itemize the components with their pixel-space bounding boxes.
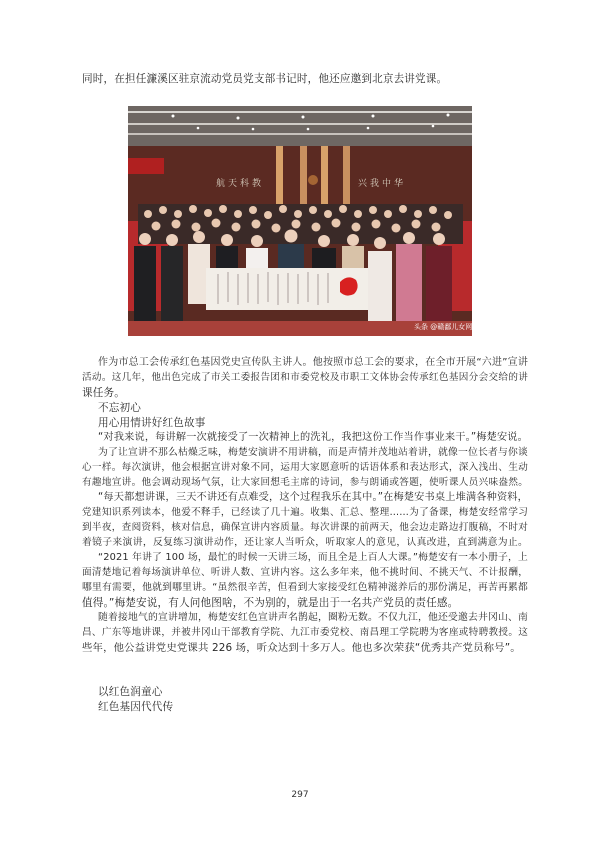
- text-line: 活动。这几年，他出色完成了市关工委报告团和市委党校及市职工文体协会传承红色基因分会交给的讲: [82, 372, 528, 383]
- photo-illustration: [128, 106, 472, 336]
- intro-line: 同时，在担任濂溪区驻京流动党员党支部书记时，他还应邀到北京去讲党课。: [82, 73, 448, 85]
- text-line: 随着接地气的宣讲增加，梅楚安红色宣讲声名鹊起，圈粉无数。不仅九江，他还受邀去井冈山、南: [98, 612, 528, 623]
- text-line: 些年，他公益讲党史党课共 226 场，听众达到十多万人。他也多次荣获“优秀共产党员称号”。: [82, 642, 521, 654]
- text-line: 值得。”梅楚安说，有人问他图啥，不为别的，就是出于一名共产党员的责任感。: [82, 597, 459, 609]
- photo-red-banner: [128, 158, 164, 174]
- text-line: 哪里有需要，他就到哪里讲。“虽然很辛苦，但看到大家接受红色精神滋养后的那份满足，再苦再累都: [82, 582, 528, 593]
- photo-slogan-left: 航天科教: [216, 179, 265, 189]
- text-line: 昌、广东等地讲课，并被井冈山干部教育学院、九江市委党校、南昌理工学院聘为客座或特聘教授。这: [82, 627, 528, 638]
- text-line: “2021 年讲了 100 场，最忙的时候一天讲三场，而且全是上百人大课。”梅楚安有一本小册子，上: [98, 552, 528, 563]
- text-line: 有趣地宣讲。他会调动现场气氛，让大家回想毛主席的诗词，参与朗诵或答题，使听课人员兴味盎然。: [82, 477, 528, 488]
- text-line: “对我来说，每讲解一次就接受了一次精神上的洗礼，我把这份工作当作事业来干。”梅楚安说。: [98, 432, 528, 443]
- photo-calligraphy-banner: [206, 268, 368, 310]
- text-line: 为了让宣讲不那么枯燥乏味，梅楚安演讲不用讲稿，而是声情并茂地站着讲，就像一位长者与你谈: [98, 447, 528, 458]
- photo-slogan-right: 兴我中华: [358, 179, 407, 189]
- text-line: 党建知识系列读本，他爱不释手，已经读了几十遍。收集、汇总、整理……为了备课，梅楚安经常学习: [82, 507, 528, 518]
- text-line: 到半夜，查阅资料，核对信息，确保宣讲内容质量。每次讲课的前两天，他会边走路边打腹稿，不时对: [82, 522, 528, 533]
- text-line: 不忘初心: [98, 402, 141, 414]
- photo-watermark: 头条 @赣鄱儿女网: [414, 323, 472, 331]
- text-line: 面清楚地记着每场演讲单位、听讲人数、宣讲内容。这么多年来，他不挑时间、不挑天气、不计报酬，: [82, 567, 528, 578]
- text-line: 心一样。每次演讲，他会根据宣讲对象不同，运用大家愿意听的话语体系和表达形式，深入浅出、生动: [82, 462, 528, 473]
- text-line: 作为市总工会传承红色基因党史宣传队主讲人。他按照市总工会的要求，在全市开展“六进”宣讲: [98, 357, 528, 368]
- text-line: 用心用情讲好红色故事: [98, 417, 206, 429]
- text-line: “每天都想讲课，三天不讲还有点难受，这个过程我乐在其中。”在梅楚安书桌上堆满各种资料，: [98, 492, 528, 503]
- text-line: 红色基因代代传: [98, 701, 174, 713]
- text-line: 以红色润童心: [98, 686, 163, 698]
- text-line: 着镜子来演讲，反复练习演讲动作，还让家人当听众，听取家人的意见，认真改进，直到满意为止。: [82, 537, 528, 548]
- text-line: 课任务。: [82, 387, 125, 399]
- group-photo: [128, 106, 472, 336]
- page-number: 297: [291, 790, 309, 800]
